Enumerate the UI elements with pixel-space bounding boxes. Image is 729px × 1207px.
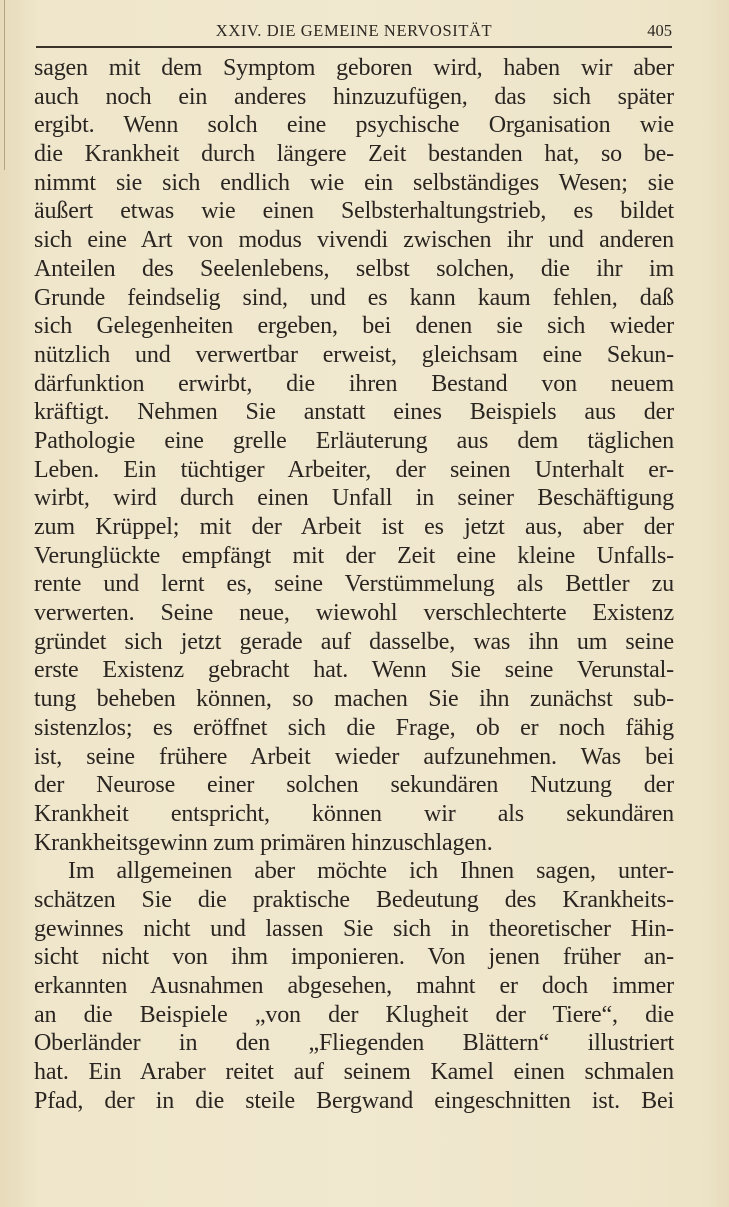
page-header: [36, 21, 672, 45]
text-line: auch noch ein anderes hinzuzufügen, das sich später: [34, 83, 674, 110]
text-line: die Krankheit durch längere Zeit bestanden hat, so be-: [34, 141, 674, 168]
page-number: 405: [647, 21, 672, 40]
text-line: Leben. Ein tüchtiger Arbeiter, der seinen Unterhalt er-: [34, 456, 674, 483]
paragraph-start-line: Im allgemeinen aber möchte ich Ihnen sagen, unter-: [68, 858, 674, 885]
text-line: ergibt. Wenn solch eine psychische Organisation wie: [34, 112, 674, 139]
text-line: Oberländer in den „Fliegenden Blättern“ illustriert: [34, 1030, 674, 1057]
binding-edge: [4, 0, 5, 170]
text-line: gründet sich jetzt gerade auf dasselbe, was ihn um seine: [34, 628, 674, 655]
text-line: sicht nicht von ihm imponieren. Von jenen früher an-: [34, 944, 674, 971]
text-line: der Neurose einer solchen sekundären Nutzung der: [34, 772, 674, 799]
text-line: gewinnes nicht und lassen Sie sich in theoretischer Hin-: [34, 915, 674, 942]
text-line: tung beheben können, so machen Sie ihn zunächst sub-: [34, 686, 674, 713]
text-line: ist, seine frühere Arbeit wieder aufzunehmen. Was bei: [34, 743, 674, 770]
text-line: nützlich und verwertbar erweist, gleichsam eine Sekun-: [34, 341, 674, 368]
text-line: erkannten Ausnahmen abgesehen, mahnt er doch immer: [34, 973, 674, 999]
text-line: därfunktion erwirbt, die ihren Bestand von neuem: [34, 370, 674, 397]
text-line: kräftigt. Nehmen Sie anstatt eines Beispiels aus der: [34, 399, 674, 426]
text-line: sagen mit dem Symptom geboren wird, haben wir aber: [34, 55, 674, 81]
text-line: wirbt, wird durch einen Unfall in seiner Beschäftigung: [34, 485, 674, 512]
paragraph-end-line: Krankheitsgewinn zum primären hinzuschlagen.: [34, 829, 493, 856]
text-line: sistenzlos; es eröffnet sich die Frage, ob er noch fähig: [34, 714, 674, 741]
text-line: verwerten. Seine neue, wiewohl verschlechterte Existenz: [34, 600, 674, 627]
text-line: Anteilen des Seelenlebens, selbst solchen, die ihr im: [34, 255, 674, 282]
header-rule: [36, 46, 672, 48]
text-line: sich Gelegenheiten ergeben, bei denen sie sich wieder: [34, 313, 674, 340]
text-line: Grunde feindselig sind, und es kann kaum fehlen, daß: [34, 284, 674, 311]
text-line: nimmt sie sich endlich wie ein selbständiges Wesen; sie: [34, 169, 674, 196]
text-line: Pathologie eine grelle Erläuterung aus dem täglichen: [34, 427, 674, 454]
text-line: rente und lernt es, seine Verstümmelung als Bettler zu: [34, 571, 674, 598]
text-line: schätzen Sie die praktische Bedeutung des Krankheits-: [34, 886, 674, 913]
text-line: Pfad, der in die steile Bergwand eingeschnitten ist. Bei: [34, 1087, 674, 1114]
text-line: Verunglückte empfängt mit der Zeit eine kleine Unfalls-: [34, 542, 674, 569]
text-line: zum Krüppel; mit der Arbeit ist es jetzt aus, aber der: [34, 514, 674, 540]
text-line: sich eine Art von modus vivendi zwischen ihr und anderen: [34, 227, 674, 254]
text-line: Krankheit entspricht, können wir als sekundären: [34, 800, 674, 827]
body-text: [34, 54, 674, 1115]
text-line: äußert etwas wie einen Selbsterhaltungstrieb, es bildet: [34, 198, 674, 225]
text-line: hat. Ein Araber reitet auf seinem Kamel einen schmalen: [34, 1059, 674, 1086]
text-line: an die Beispiele „von der Klugheit der Tiere“, die: [34, 1001, 674, 1028]
running-title: XXIV. DIE GEMEINE NERVOSITÄT: [215, 21, 493, 40]
text-line: erste Existenz gebracht hat. Wenn Sie seine Verunstal-: [34, 657, 674, 684]
